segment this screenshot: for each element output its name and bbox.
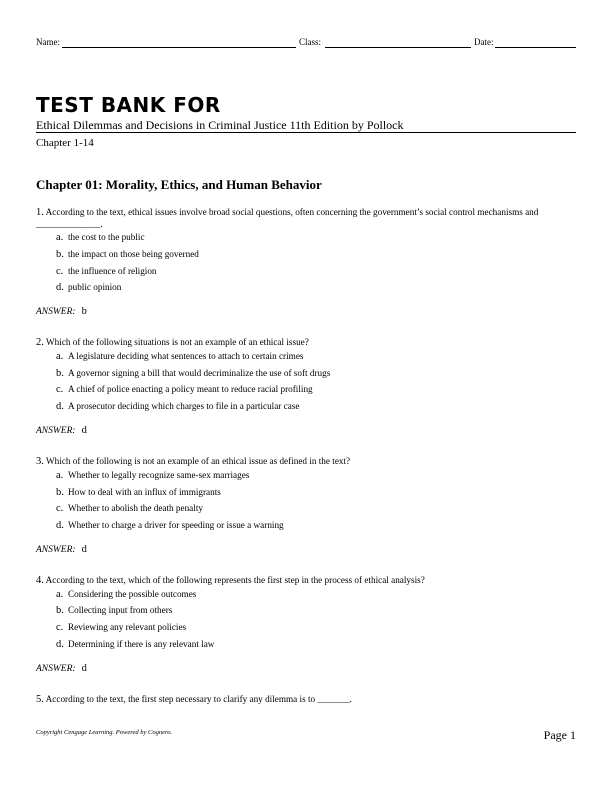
answer-key: [36, 663, 576, 675]
question: [36, 575, 576, 675]
answer-option[interactable]: [56, 384, 576, 395]
student-info-header: [36, 36, 576, 50]
answer-value: b: [81, 306, 87, 318]
answer-option[interactable]: [56, 351, 576, 362]
answer-option[interactable]: [56, 232, 576, 243]
option-text: public opinion: [68, 282, 122, 293]
answer-label: ANSWER:: [36, 426, 76, 437]
option-letter: b.: [56, 605, 64, 617]
page-number: Page 1: [543, 728, 576, 742]
book-title: Ethical Dilemmas and Decisions in Criminal Justice 11th Edition by Pollock: [36, 118, 404, 132]
question-text: Which of the following is not an example of an ethical issue as defined in the text?: [46, 456, 351, 467]
option-text: A prosecutor deciding which charges to file in a particular case: [68, 401, 300, 412]
date-label: Date:: [474, 37, 494, 47]
name-field[interactable]: [62, 47, 296, 48]
answer-value: d: [81, 663, 87, 675]
option-text: A governor signing a bill that would decriminalize the use of soft drugs: [68, 367, 331, 378]
chapter-heading: Chapter 01: Morality, Ethics, and Human Behavior: [36, 177, 322, 192]
question-number: 4.: [36, 575, 44, 587]
class-label: Class:: [299, 37, 322, 47]
title-divider: [36, 132, 576, 133]
question-number: 3.: [36, 456, 44, 468]
option-list: [56, 589, 576, 650]
option-list: [56, 232, 576, 293]
question-text: Which of the following situations is not an example of an ethical issue?: [46, 337, 309, 348]
answer-option[interactable]: [56, 589, 576, 600]
answer-option[interactable]: [56, 368, 576, 379]
question-stem: [36, 575, 576, 587]
copyright-notice: Copyright Cengage Learning. Powered by Cognero.: [36, 729, 173, 736]
option-list: [56, 470, 576, 531]
option-letter: c.: [56, 265, 64, 277]
answer-option[interactable]: [56, 266, 576, 277]
question-number: 2.: [36, 337, 44, 349]
question-number: 5.: [36, 694, 44, 706]
class-field[interactable]: [325, 47, 471, 48]
answer-key: [36, 425, 576, 437]
option-letter: a.: [56, 232, 64, 243]
answer-option[interactable]: [56, 470, 576, 481]
answer-option[interactable]: [56, 401, 576, 412]
answer-key: [36, 544, 576, 556]
option-letter: a.: [56, 350, 64, 362]
option-letter: d.: [56, 401, 64, 413]
question-stem: [36, 337, 576, 349]
option-text: A legislature deciding what sentences to attach to certain crimes: [68, 350, 304, 361]
question: [36, 694, 576, 706]
answer-option[interactable]: [56, 520, 576, 531]
option-letter: a.: [56, 588, 64, 600]
option-text: Whether to abolish the death penalty: [68, 503, 203, 514]
question-stem: [36, 456, 576, 468]
option-text: Collecting input from others: [68, 605, 173, 616]
answer-label: ANSWER:: [36, 307, 76, 318]
answer-option[interactable]: [56, 282, 576, 293]
question-text: According to the text, which of the following represents the first step in the process of ethical analysis?: [45, 575, 425, 586]
option-list: [56, 351, 576, 412]
question: [36, 337, 576, 437]
question-text: According to the text, the first step necessary to clarify any dilemma is to _______.: [45, 694, 352, 705]
option-text: Determining if there is any relevant law: [68, 639, 215, 650]
test-bank-banner: TEST BANK FOR: [36, 93, 221, 117]
date-field[interactable]: [495, 47, 576, 48]
question-list: [36, 207, 576, 706]
answer-option[interactable]: [56, 503, 576, 514]
option-letter: c.: [56, 384, 64, 396]
option-text: Reviewing any relevant policies: [68, 622, 187, 633]
name-label: Name:: [36, 37, 60, 47]
option-letter: c.: [56, 503, 64, 515]
answer-option[interactable]: [56, 622, 576, 633]
option-text: Whether to legally recognize same-sex marriages: [68, 469, 250, 480]
option-text: the influence of religion: [68, 265, 157, 276]
option-text: How to deal with an influx of immigrants: [68, 486, 221, 497]
question-text: According to the text, ethical issues involve broad social questions, often concerning the government’s social control mechanisms and ______________.: [36, 207, 539, 229]
question-stem: [36, 694, 576, 706]
answer-value: d: [81, 425, 87, 437]
option-letter: d.: [56, 520, 64, 532]
answer-option[interactable]: [56, 605, 576, 616]
option-letter: d.: [56, 282, 64, 294]
question-number: 1.: [36, 207, 44, 218]
option-letter: b.: [56, 486, 64, 498]
option-text: A chief of police enacting a policy meant to reduce racial profiling: [68, 384, 313, 395]
answer-option[interactable]: [56, 639, 576, 650]
answer-option[interactable]: [56, 487, 576, 498]
question: [36, 456, 576, 556]
answer-label: ANSWER:: [36, 664, 76, 675]
option-letter: b.: [56, 248, 64, 260]
chapter-range: Chapter 1-14: [36, 137, 94, 149]
option-letter: d.: [56, 639, 64, 651]
question: [36, 207, 576, 318]
option-text: Whether to charge a driver for speeding or issue a warning: [68, 520, 284, 531]
answer-value: d: [81, 544, 87, 556]
answer-key: [36, 306, 576, 318]
option-letter: b.: [56, 367, 64, 379]
option-text: Considering the possible outcomes: [68, 588, 197, 599]
question-stem: [36, 207, 576, 230]
answer-option[interactable]: [56, 249, 576, 260]
option-letter: c.: [56, 622, 64, 634]
option-text: the cost to the public: [68, 232, 145, 242]
answer-label: ANSWER:: [36, 545, 76, 556]
option-letter: a.: [56, 469, 64, 481]
option-text: the impact on those being governed: [68, 248, 199, 259]
